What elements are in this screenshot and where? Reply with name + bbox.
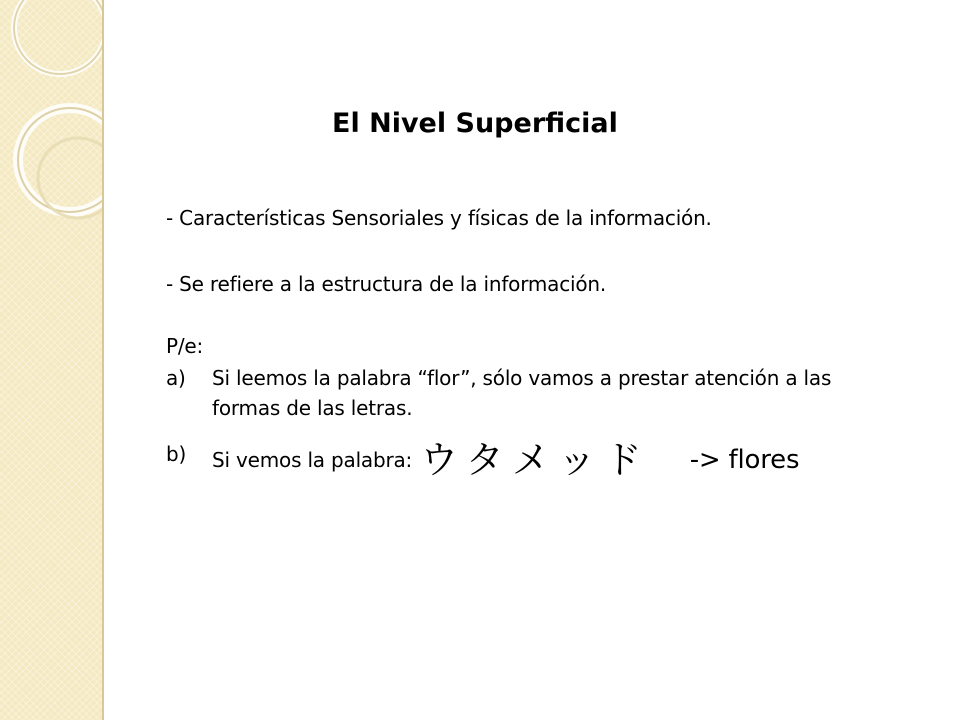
item-b-marker: b) xyxy=(166,442,187,466)
example-item-a xyxy=(166,364,886,424)
item-a-marker: a) xyxy=(166,366,186,390)
bullet-sensory-characteristics: - Características Sensoriales y físicas de la información. xyxy=(166,206,712,230)
decorative-side-strip xyxy=(0,0,104,720)
example-item-b xyxy=(166,440,886,490)
bullet-information-structure: - Se refiere a la estructura de la información. xyxy=(166,272,607,296)
decorative-rings-icon xyxy=(0,0,104,720)
item-b-text: Si vemos la palabra: xyxy=(212,448,413,472)
item-b-content xyxy=(212,438,800,482)
translation-arrow-text: -> flores xyxy=(689,445,800,475)
slide-title: El Nivel Superficial xyxy=(332,108,618,139)
item-a-line-1: Si leemos la palabra “flor”, sólo vamos a prestar atención a las xyxy=(212,366,832,390)
katakana-word: ウタメッド xyxy=(420,438,650,482)
item-a-line-2: formas de las letras. xyxy=(212,396,413,420)
example-label: P/e: xyxy=(166,334,204,358)
